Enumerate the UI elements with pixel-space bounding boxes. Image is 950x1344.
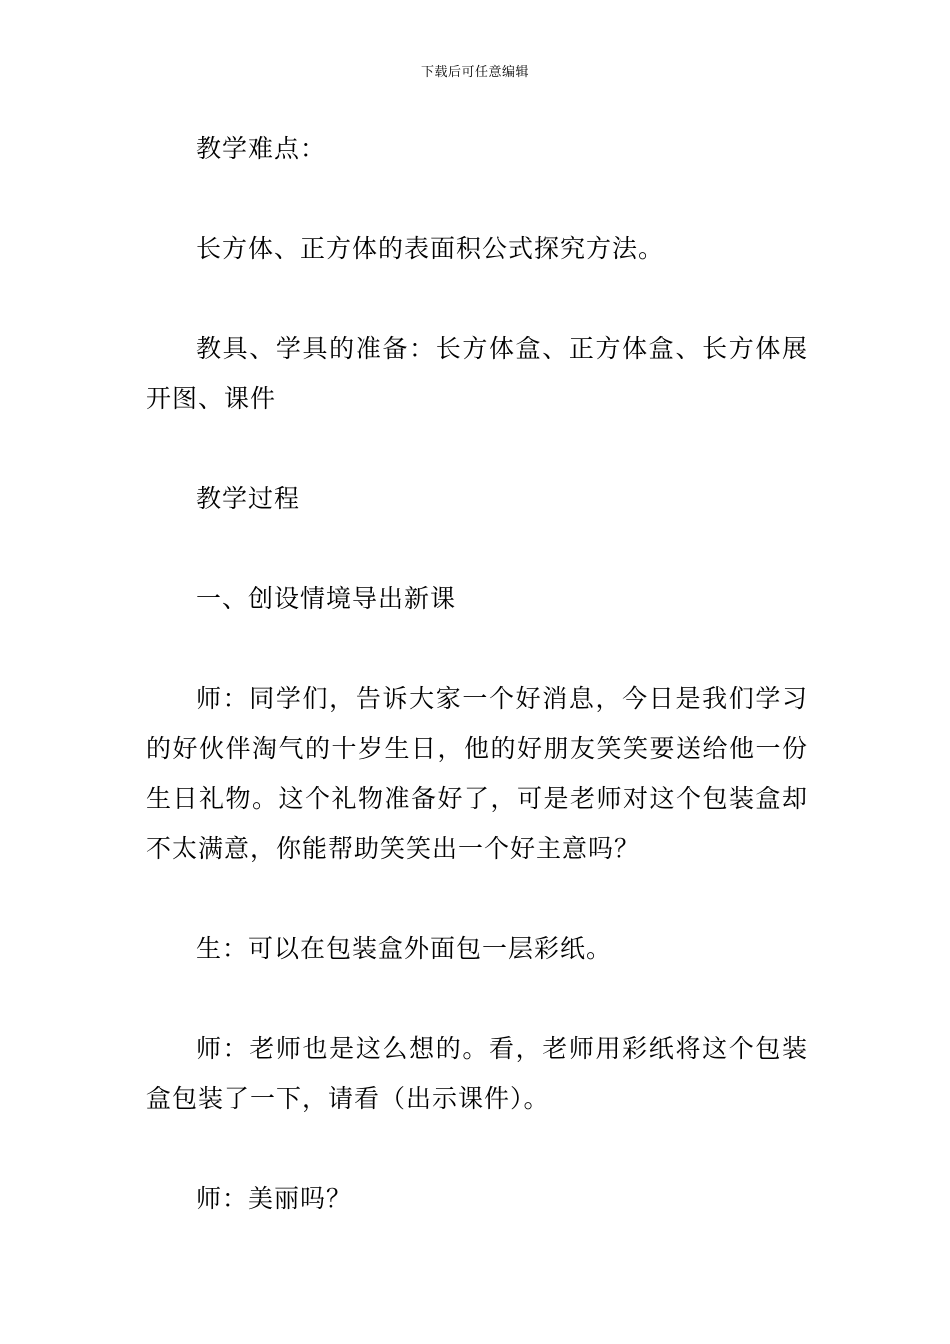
paragraph-teacher-question: 师：美丽吗？ (196, 1184, 353, 1213)
paragraph-teaching-materials: 教具、学具的准备：长方体盒、正方体盒、长方体展开图、课件 (146, 334, 808, 413)
paragraph-teaching-process-heading: 教学过程 (196, 484, 301, 513)
paragraph-teacher-intro: 师：同学们，告诉大家一个好消息，今日是我们学习的好伙伴淘气的十岁生日，他的好朋友笑笑要送给他一份生日礼物。这个礼物准备好了，可是老师对这个包装盒却不太满意，你能帮助笑笑出一个好主意吗？ (146, 684, 808, 863)
document-body (146, 124, 808, 1224)
page-header: 下载后可任意编辑 (420, 65, 529, 80)
paragraph-student-answer: 生：可以在包装盒外面包一层彩纸。 (196, 934, 613, 963)
paragraph-teaching-difficulty: 长方体、正方体的表面积公式探究方法。 (196, 234, 665, 263)
paragraph-teacher-wrap: 师：老师也是这么想的。看，老师用彩纸将这个包装盒包装了一下，请看（出示课件）。 (146, 1034, 808, 1113)
paragraph-section-one-heading: 一、创设情境导出新课 (196, 584, 457, 613)
paragraph-teaching-difficulty-heading: 教学难点： (196, 134, 327, 163)
